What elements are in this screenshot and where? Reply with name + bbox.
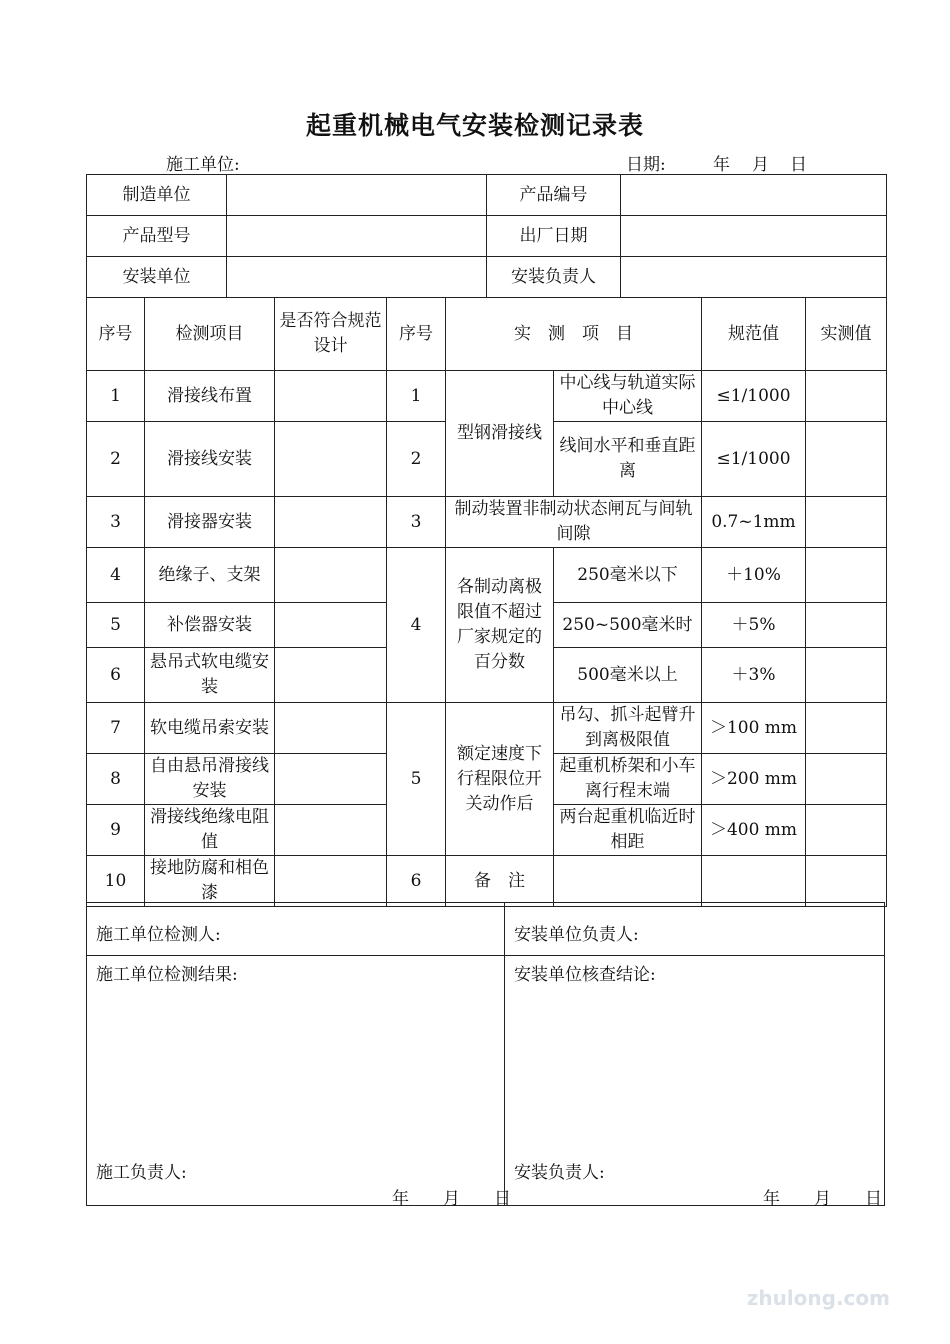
measure-std: ＋3% xyxy=(702,648,806,703)
table-row-no: 2 xyxy=(87,422,145,497)
conform-cell[interactable] xyxy=(275,371,387,422)
table-row-item: 滑接线绝缘电阻值 xyxy=(145,805,275,856)
table-row-item: 自由悬吊滑接线安装 xyxy=(145,754,275,805)
table-row-item: 接地防腐和相色漆 xyxy=(145,856,275,907)
remarks-std-cell[interactable] xyxy=(702,856,806,907)
watermark-logo: zhulong.com xyxy=(746,1286,890,1310)
install-unit-value[interactable] xyxy=(227,257,487,298)
measure-sub: 500毫米以上 xyxy=(554,648,702,703)
construction-unit-label: 施工单位: xyxy=(166,155,240,175)
actual-cell[interactable] xyxy=(806,422,887,497)
factory-date-label: 出厂日期 xyxy=(487,216,621,257)
conform-cell[interactable] xyxy=(275,422,387,497)
date-month: 月 xyxy=(752,155,769,175)
page-title: 起重机械电气安装检测记录表 xyxy=(305,111,644,140)
table-row-item: 滑接器安装 xyxy=(145,497,275,548)
col-item: 检测项目 xyxy=(145,298,275,371)
measure-sub: 中心线与轨道实际中心线 xyxy=(554,371,702,422)
table-row-no: 1 xyxy=(87,371,145,422)
measure-std: ＞200 mm xyxy=(702,754,806,805)
product-model-value[interactable] xyxy=(227,216,487,257)
actual-cell[interactable] xyxy=(806,548,887,603)
table-row-no: 5 xyxy=(87,603,145,648)
measure-no: 3 xyxy=(387,497,446,548)
actual-cell[interactable] xyxy=(806,805,887,856)
actual-cell[interactable] xyxy=(806,703,887,754)
col-standard: 规范值 xyxy=(702,298,806,371)
install-leader-value[interactable] xyxy=(621,257,887,298)
install-leader-sign-label: 安装单位负责人: xyxy=(514,925,639,945)
table-row-item: 滑接线安装 xyxy=(145,422,275,497)
date-year: 年 xyxy=(713,155,730,175)
conform-cell[interactable] xyxy=(275,856,387,907)
measure-sub: 起重机桥架和小车离行程末端 xyxy=(554,754,702,805)
inspection-table xyxy=(86,297,887,907)
left-date: 年 月 日 xyxy=(392,1189,511,1209)
table-row-item: 悬吊式软电缆安装 xyxy=(145,648,275,703)
remarks-cell[interactable] xyxy=(554,856,702,907)
measure-std: ＋5% xyxy=(702,603,806,648)
col-conform: 是否符合规范设计 xyxy=(275,298,387,371)
table-row-no: 6 xyxy=(87,648,145,703)
brake-group: 各制动离极限值不超过厂家规定的百分数 xyxy=(446,548,554,703)
conform-cell[interactable] xyxy=(275,703,387,754)
conclusion-label: 安装单位核查结论: xyxy=(514,965,656,985)
product-no-label: 产品编号 xyxy=(487,175,621,216)
construction-leader-label: 施工负责人: xyxy=(96,1163,187,1183)
measure-std: ＞100 mm xyxy=(702,703,806,754)
info-table xyxy=(86,174,887,298)
divider xyxy=(504,903,505,1205)
conform-cell[interactable] xyxy=(275,603,387,648)
measure-std: ＞400 mm xyxy=(702,805,806,856)
measure-sub: 吊勾、抓斗起臂升到离极限值 xyxy=(554,703,702,754)
table-row-item: 软电缆吊索安装 xyxy=(145,703,275,754)
actual-cell[interactable] xyxy=(806,371,887,422)
remarks-label: 备 注 xyxy=(446,856,554,907)
rail-group: 型钢滑接线 xyxy=(446,371,554,497)
manufacturer-value[interactable] xyxy=(227,175,487,216)
actual-cell[interactable] xyxy=(806,497,887,548)
measure-std: ≤1/1000 xyxy=(702,422,806,497)
table-row-item: 滑接线布置 xyxy=(145,371,275,422)
limit-group: 额定速度下行程限位开关动作后 xyxy=(446,703,554,856)
measure-no: 1 xyxy=(387,371,446,422)
conform-cell[interactable] xyxy=(275,648,387,703)
measure-sub: 两台起重机临近时相距 xyxy=(554,805,702,856)
product-model-label: 产品型号 xyxy=(87,216,227,257)
measure-sub: 250毫米以下 xyxy=(554,548,702,603)
table-row-no: 4 xyxy=(87,548,145,603)
conform-cell[interactable] xyxy=(275,548,387,603)
conform-cell[interactable] xyxy=(275,754,387,805)
actual-cell[interactable] xyxy=(806,603,887,648)
table-row-no: 9 xyxy=(87,805,145,856)
table-row-no: 8 xyxy=(87,754,145,805)
conform-cell[interactable] xyxy=(275,805,387,856)
inspector-label: 施工单位检测人: xyxy=(96,925,221,945)
col-seq2: 序号 xyxy=(387,298,446,371)
table-row-no: 10 xyxy=(87,856,145,907)
table-row-item: 绝缘子、支架 xyxy=(145,548,275,603)
signature-section xyxy=(86,902,885,1209)
install-person-label: 安装负责人: xyxy=(514,1163,605,1183)
measure-std: 0.7~1mm xyxy=(702,497,806,548)
measure-std: ＋10% xyxy=(702,548,806,603)
product-no-value[interactable] xyxy=(621,175,887,216)
measure-no: 5 xyxy=(387,703,446,856)
date-day: 日 xyxy=(790,155,807,175)
install-leader-label: 安装负责人 xyxy=(487,257,621,298)
actual-cell[interactable] xyxy=(806,648,887,703)
col-actual: 实测值 xyxy=(806,298,887,371)
factory-date-value[interactable] xyxy=(621,216,887,257)
col-measure: 实 测 项 目 xyxy=(446,298,702,371)
measure-no: 6 xyxy=(387,856,446,907)
date-label: 日期: xyxy=(626,155,666,175)
measure-sub: 250~500毫米时 xyxy=(554,603,702,648)
table-row-no: 3 xyxy=(87,497,145,548)
result-label: 施工单位检测结果: xyxy=(96,965,238,985)
conform-cell[interactable] xyxy=(275,497,387,548)
manufacturer-label: 制造单位 xyxy=(87,175,227,216)
install-unit-label: 安装单位 xyxy=(87,257,227,298)
right-date: 年 月 日 xyxy=(763,1189,882,1209)
table-row-no: 7 xyxy=(87,703,145,754)
measure-no: 4 xyxy=(387,548,446,703)
actual-cell[interactable] xyxy=(806,856,887,907)
col-seq: 序号 xyxy=(87,298,145,371)
table-row-item: 补偿器安装 xyxy=(145,603,275,648)
measure-no: 2 xyxy=(387,422,446,497)
measure-item: 制动装置非制动状态闸瓦与间轨间隙 xyxy=(446,497,702,548)
measure-sub: 线间水平和垂直距离 xyxy=(554,422,702,497)
divider xyxy=(87,955,884,956)
measure-std: ≤1/1000 xyxy=(702,371,806,422)
actual-cell[interactable] xyxy=(806,754,887,805)
